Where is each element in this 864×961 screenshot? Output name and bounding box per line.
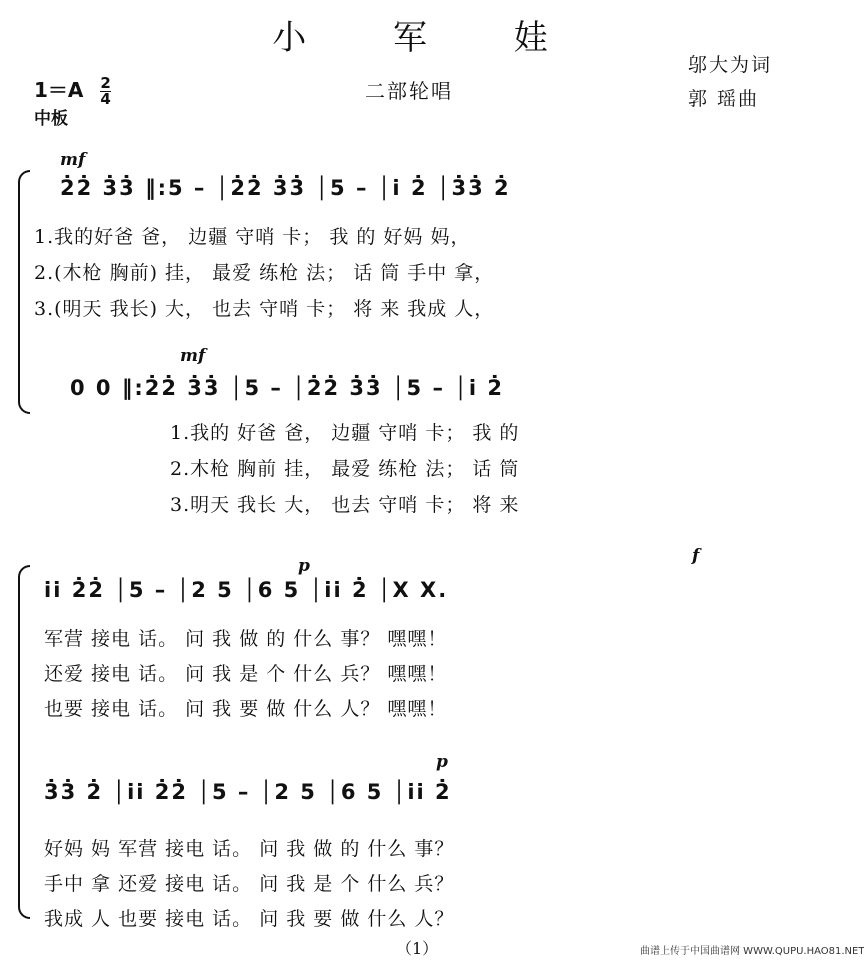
system1-lower-notes: 0 0 ‖:2̇2̇ 3̇3̇ │5 – │2̇2̇ 3̇3̇ │5 – │i̇ 2̇	[70, 376, 505, 400]
system1-upper-dynamic: mf	[60, 150, 86, 170]
system2-upper-lyric-1: 军营 接电 话。 问 我 做 的 什么 事？ 嘿嘿！	[44, 628, 448, 650]
system2-brace	[18, 565, 30, 919]
system2-upper-dynamic-p: p	[298, 556, 310, 576]
page-number: （1）	[396, 939, 439, 958]
key-signature	[34, 74, 111, 107]
system1-lower-lyric-3: 3.明天 我长 大， 也去 守哨 卡； 将 来	[170, 494, 520, 516]
tempo-marking: 中板	[34, 109, 68, 129]
composer-credit: 郭 瑶曲	[688, 88, 760, 110]
system2-upper-notes: i̇i̇ 2̇2̇ │5 – │2 5 │6 5 │i̇i̇ 2̇ │X X.	[44, 578, 449, 602]
lyricist-credit: 邬大为词	[688, 54, 773, 76]
system1-upper-lyric-3: 3.(明天 我长) 大， 也去 守哨 卡； 将 来 我成 人，	[34, 298, 495, 320]
system1-lower-dynamic: mf	[180, 346, 206, 366]
system2-lower-lyric-3: 我成 人 也要 接电 话。 问 我 要 做 什么 人？	[44, 908, 455, 930]
system2-lower-lyric-2: 手中 拿 还爱 接电 话。 问 我 是 个 什么 兵？	[44, 873, 455, 895]
system2-upper-dynamic-f: f	[692, 546, 700, 566]
subtitle: 二部轮唱	[365, 79, 453, 103]
watermark-stamp: 曲谱上传于中国曲谱网 WWW.QUPU.HAO81.NET	[640, 946, 864, 957]
system2-lower-notes: 3̇3̇ 2̇ │i̇i̇ 2̇2̇ │5 – │2 5 │6 5 │i̇i̇ 2̇	[44, 780, 452, 804]
system1-upper-lyric-2: 2.(木枪 胸前) 挂， 最爱 练枪 法； 话 筒 手中 拿，	[34, 262, 495, 284]
time-denominator: 4	[100, 90, 111, 108]
system2-lower-lyric-1: 好妈 妈 军营 接电 话。 问 我 做 的 什么 事？	[44, 838, 455, 860]
key-label: 1＝A	[34, 78, 84, 102]
system1-upper-notes: 2̇2̇ 3̇3̇ ‖:5 – │2̇2̇ 3̇3̇ │5 – │i̇ 2̇ │3̇3̇ 2̇	[60, 176, 511, 200]
song-title: 小 军 娃	[272, 18, 586, 58]
system1-brace	[18, 170, 30, 414]
system1-lower-lyric-1: 1.我的 好爸 爸， 边疆 守哨 卡； 我 的	[170, 422, 520, 444]
system2-upper-lyric-3: 也要 接电 话。 问 我 要 做 什么 人？ 嘿嘿！	[44, 698, 448, 720]
system2-upper-lyric-2: 还爱 接电 话。 问 我 是 个 什么 兵？ 嘿嘿！	[44, 663, 448, 685]
system1-lower-lyric-2: 2.木枪 胸前 挂， 最爱 练枪 法； 话 筒	[170, 458, 520, 480]
system2-lower-dynamic-p: p	[436, 752, 448, 772]
system1-upper-lyric-1: 1.我的好爸 爸， 边疆 守哨 卡； 我 的 好妈 妈，	[34, 226, 471, 248]
time-signature	[100, 76, 110, 107]
time-numerator: 2	[100, 74, 111, 92]
